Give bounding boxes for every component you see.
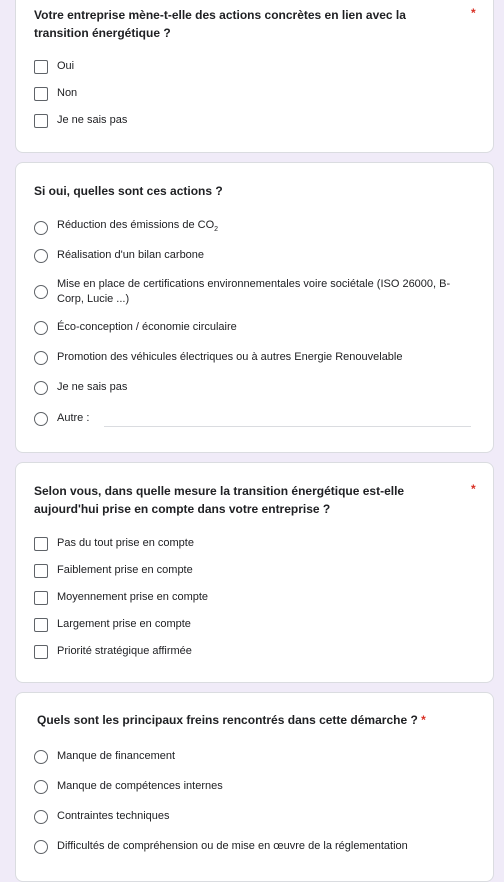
checkbox-option-oui[interactable]: [34, 59, 74, 74]
radio-option-certifications[interactable]: [34, 277, 457, 307]
checkbox-option-pas-du-tout[interactable]: [34, 536, 194, 551]
radio-option-reduction-co2[interactable]: [34, 218, 218, 237]
checkbox[interactable]: [34, 87, 48, 101]
option-label: Manque de compétences internes: [57, 780, 223, 792]
radio-button[interactable]: [34, 221, 48, 235]
checkbox[interactable]: [34, 645, 48, 659]
radio-button[interactable]: [34, 321, 48, 335]
checkbox[interactable]: [34, 60, 48, 74]
radio-option-contraintes[interactable]: [34, 809, 170, 824]
radio-button[interactable]: [34, 840, 48, 854]
question-title: Si oui, quelles sont ces actions ?: [34, 184, 223, 198]
option-label: Manque de financement: [57, 750, 176, 762]
option-label: Je ne sais pas: [57, 114, 128, 126]
checkbox-option-non[interactable]: [34, 86, 77, 101]
option-label: Pas du tout prise en compte: [57, 537, 194, 549]
question-card-prise-en-compte: [15, 462, 494, 683]
option-label: Difficultés de compréhension ou de mise en œuvre de la réglementation: [57, 840, 408, 852]
radio-option-bilan-carbone[interactable]: [34, 248, 204, 263]
checkbox[interactable]: [34, 564, 48, 578]
radio-option-je-ne-sais-pas[interactable]: [34, 380, 127, 395]
radio-button[interactable]: [34, 351, 48, 365]
other-text-input[interactable]: [104, 426, 471, 427]
question-title: Selon vous, dans quelle mesure la transition énergétique est-elle aujourd'hui prise en compte dans votre entreprise ?: [34, 484, 405, 516]
option-label: Contraintes techniques: [57, 810, 170, 822]
checkbox-option-je-ne-sais-pas[interactable]: [34, 113, 127, 128]
checkbox-option-priorite[interactable]: [34, 644, 192, 659]
radio-button[interactable]: [34, 810, 48, 824]
radio-button[interactable]: [34, 750, 48, 764]
radio-option-eco-conception[interactable]: [34, 320, 237, 335]
question-title: Quels sont les principaux freins rencontrés dans cette démarche ? *: [37, 713, 426, 727]
required-asterisk: *: [471, 482, 476, 496]
option-label: Mise en place de certifications environnementales voire sociétale (ISO 26000, B-Corp, Lucie ...): [57, 278, 451, 305]
option-label: Promotion des véhicules électriques ou à autres Energie Renouvelable: [57, 351, 403, 363]
option-label: Je ne sais pas: [57, 381, 128, 393]
radio-button[interactable]: [34, 285, 48, 299]
option-label: Éco-conception / économie circulaire: [57, 321, 237, 333]
option-label: Oui: [57, 60, 75, 72]
checkbox-option-faiblement[interactable]: [34, 563, 193, 578]
option-label: Faiblement prise en compte: [57, 564, 193, 576]
option-label: Largement prise en compte: [57, 618, 191, 630]
checkbox[interactable]: [34, 618, 48, 632]
radio-button[interactable]: [34, 381, 48, 395]
option-label: Priorité stratégique affirmée: [57, 645, 192, 657]
question-title: Votre entreprise mène-t-elle des actions concrètes en lien avec la transition énergétique ?: [34, 8, 406, 40]
option-label: Réalisation d'un bilan carbone: [57, 249, 205, 261]
option-label: Autre :: [57, 412, 90, 424]
option-label: Réduction des émissions de $CO_2$: [57, 219, 219, 234]
radio-option-financement[interactable]: [34, 749, 175, 764]
radio-option-vehicules-electriques[interactable]: [34, 350, 403, 365]
radio-button[interactable]: [34, 249, 48, 263]
required-asterisk: *: [471, 6, 476, 20]
checkbox-option-moyennement[interactable]: [34, 590, 208, 605]
radio-option-autre[interactable]: [34, 411, 89, 426]
checkbox[interactable]: [34, 591, 48, 605]
radio-option-competences[interactable]: [34, 779, 223, 794]
option-label: Moyennement prise en compte: [57, 591, 209, 603]
radio-button[interactable]: [34, 412, 48, 426]
checkbox[interactable]: [34, 114, 48, 128]
question-card-which-actions: [15, 162, 494, 453]
checkbox-option-largement[interactable]: [34, 617, 191, 632]
checkbox[interactable]: [34, 537, 48, 551]
question-card-freins: [15, 692, 494, 882]
radio-option-reglementation[interactable]: [34, 839, 408, 854]
radio-button[interactable]: [34, 780, 48, 794]
required-asterisk: *: [421, 713, 426, 727]
question-card-transition-actions: [15, 0, 494, 153]
option-label: Non: [57, 87, 78, 99]
